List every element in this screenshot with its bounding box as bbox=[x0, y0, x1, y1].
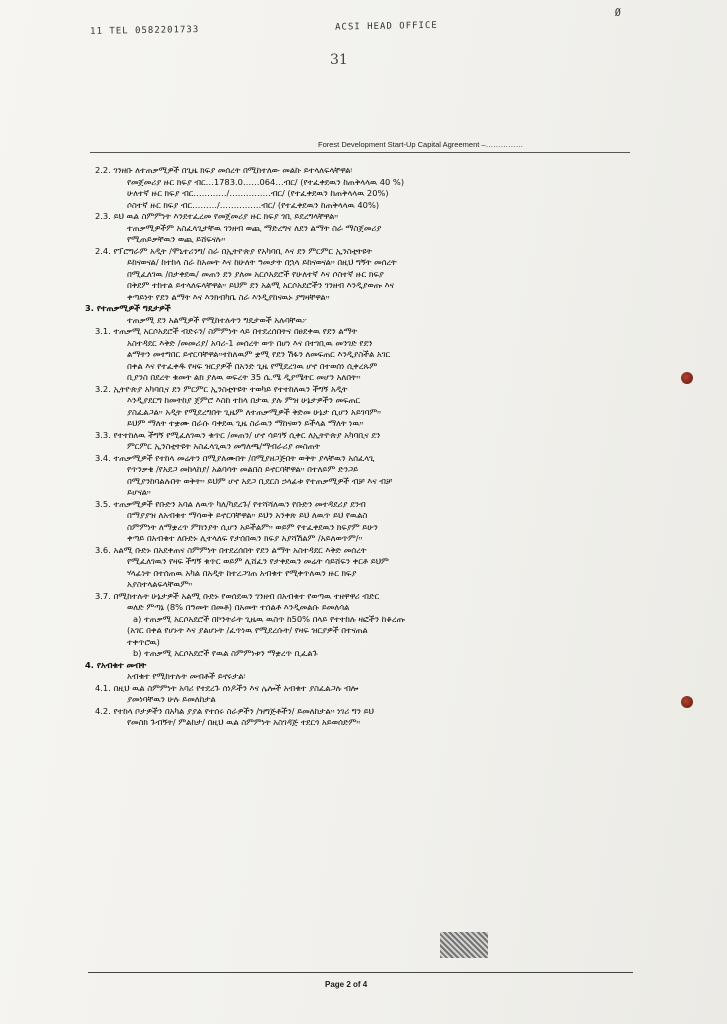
body-line: በማያያዝ ለአብቁተ ማሳወቅ ይኖርባቸዋል። ይህን አንቀጽ ይህ ለዉጥ ይህ የዉልስ bbox=[127, 510, 368, 520]
body-line: 3. የተጠቃሚዎች ግዴታዎች bbox=[85, 303, 171, 313]
body-line: አስተዳደር እቅድ /መመሪያ/ አባሪ-1 መሰረት ወጥ በሆነ እና በተገቢዉ መንገድ የደን bbox=[127, 337, 373, 348]
page-stamp-number: 31 bbox=[330, 52, 348, 68]
body-line: 4.2. የተከላ ቦታዎችን በአካል ያያል የተሰሩ ስራዎችን /ዝግጅቶችን/ ይመለከታል። ነገሪ ግን ይህ bbox=[95, 705, 374, 716]
body-line: a) ተጠቃሚ አርሶአደሮች በኮንትራት ጊዜዉ ዉስጥ ከ50% በላይ የተተከሉ ዛፎችን ከቆረጡ bbox=[133, 613, 405, 624]
body-line: ልማትን መተግበር ይኖርባቸዋል።ተከለዉም ቋሚ የደን ሽፋን ለመፍጠር እንዲያስችል አገር bbox=[127, 349, 391, 359]
body-line: 3.7. በሚከተሉት ሁኔታዎች አልሚ ቡድኑ የወሰደዉን ገንዘብ በአብቁተ የወጣዉ ተዘዋዋሪ ብድር bbox=[95, 590, 380, 601]
body-line: ያስፈልጋል። አዲት የሚደረግበት ጊዜም ለተጠቃሚዎች ቅድመ ሁኔታ ሲሆን አይገባም። bbox=[127, 406, 381, 417]
body-line: ሁለተኛ ዙር ክፍያ ብር…………/……………ብር/ (የተፈቀደዉን ከጠቅላላዉ 20%) bbox=[127, 188, 389, 198]
body-line: በሚፈለገዉ /በታቀደዉ/ መጠን ደን ያለመ አርሶአደሮች የሁለተኛ እና ሶስተኛ ዙር ክፍያ bbox=[127, 268, 384, 279]
document-body bbox=[85, 165, 635, 729]
stamp-icon bbox=[440, 932, 488, 958]
fax-header bbox=[90, 7, 650, 37]
body-line: ተጠቃሚ ደን አልሚዎች የሚከተሉትን ግዴታወች አሉባቸዉ፦ bbox=[127, 314, 308, 325]
body-line: አብቁተ የሚከተሉት መብቶች ይኖሩታል፡ bbox=[127, 671, 246, 681]
footer-divider bbox=[88, 972, 633, 973]
page-number: Page 2 of 4 bbox=[325, 980, 368, 989]
body-line: ቀጣይ በአብቁተ ለቡድኑ ሊተላለፍ የታሰበዉን ክፍያ አያሻሽልም /አይለወጥም/። bbox=[127, 533, 363, 543]
body-line: ይህም ማለት ተቋሙ በራሱ ባቀደዉ ጊዜ ስራዉን ማከናወን ይችላል ማለት ነዉ። bbox=[127, 418, 364, 428]
body-line: የሚጠይቃቸዉን ወጪ ይሸፍናሉ። bbox=[127, 234, 226, 244]
body-line: 2.2. ገንዘቡ ለተጠቃሚዎች በጊዜ ክፍያ መሰረት በሚከተለው መልኩ ይተላለፍላቸዋል፡ bbox=[95, 165, 353, 175]
body-line: 3.2. ኢትዮጵያ አካባቢና ደን ምርምር ኢንስቲትዩት ተወካይ የተተከለዉን ችግኝ አዲት bbox=[95, 383, 348, 394]
document-title: Forest Development Start-Up Capital Agreement –…………… bbox=[318, 140, 524, 149]
body-line: 4.1. በዚህ ዉል ስምምነት አባሪ የተደረጉ ሰነዶችን እና ሌሎች አብቁተ ያስፈልጋሉ ብሎ bbox=[95, 682, 359, 693]
body-line: የሚፈለገዉን የዛፍ ችግኝ ቁጥር ወይም ሊሸፈን የታቀደዉን መሬት ሳይሸፍን ቀርቶ ይህም bbox=[127, 556, 389, 566]
body-line: ስምምነት ለማቋረጥ ምክንያት ሲሆን አይችልም። ወይም የተፈቀደዉን ክፍያም ይሁን bbox=[127, 521, 378, 532]
body-line: የጥንቃቄ /የአደጋ መከላከያ/ አልባሳት መልበስ ይኖርባቸዋል። በተለይም ድንጋይ bbox=[127, 464, 359, 474]
body-line: 4. የአብቁተ መብት bbox=[85, 659, 147, 670]
body-line: ሃላፊነት በተሰጠዉ አካል በአዲት ከተረጋገጠ አብቁተ የሚቀጥለዉን ዙር ክፍያ bbox=[127, 567, 357, 578]
fax-corner-mark: Ø bbox=[614, 7, 623, 19]
body-line: ቢያንስ በደረት ቁመት ልክ ያለዉ ወፍረት 35 ሴ.ሜ ዲያሜትር መሆን አለበት። bbox=[127, 372, 361, 382]
body-line: 3.3. የተተከለዉ ችግኝ የሚፈለገዉን ቁጥር /መጠን/ ሆኖ ሳይገኝ ሲቀር ለኢትዮጵያ አካባቢና ደን bbox=[95, 429, 381, 440]
body-line: ይከናወናል/ ከተከላ ስራ ከአመት እና ከሁለት ዓመታት በኋላ ይከናወናል። በዚህ ግኝት መሰረት bbox=[127, 257, 397, 267]
body-line: b) ተጠቃሚ አርሶአደሮች የዉል ስምምነቱን ማቋረጥ ቢፈልጉ bbox=[133, 648, 318, 658]
body-line: 2.4. የፕሮግራም አዲት /ሞኒተሪንግ/ ስራ በኢትዮጵያ የአካባቢ እና ደን ምርምር ኢንስቲትዩት bbox=[95, 245, 373, 256]
body-line: ይሆናል። bbox=[127, 487, 151, 497]
body-line: ምርምር ኢንስቲትዩት አስፈላጊዉን መግለጫ/ማብራሪያ መስጠት bbox=[127, 441, 321, 451]
body-line: ወለድ ምጣኔ (8% በዓመት በመቶ) በአመት ተሰልቶ እንዲመልሱ ይመለሳል bbox=[127, 602, 350, 612]
body-line: 3.4. ተጠቃሚዎች የተከላ መሬትን በሚያለሙበት /በሚያዘጋጅበት ወቅት ያላቸዉን አሰፈላጊ bbox=[95, 452, 375, 463]
body-line: ያመነባቸዉን ሁሉ ይመለከታል bbox=[127, 694, 216, 704]
punch-hole-icon bbox=[681, 696, 693, 708]
body-line: በቅደም ተከተል ይተላለፍላቸዋል። ይህም ደን አልሚ አርሶአደሮችን ገንዘብ እንዲያወጡ እና bbox=[127, 280, 394, 290]
body-line: በሚያንከባልሉበት ወቅት። ይህም ሆኖ አደጋ ቢደርስ ኃላፊቱ የተጠቃሚዎች ብቻ እና ብቻ bbox=[127, 475, 393, 486]
body-line: 2.3. ይህ ዉል ስምምነት እንደተፈረመ የመጀመሪያ ዙር ክፍያ ገቢ ይደረግላቸዋል። bbox=[95, 211, 339, 221]
body-line: (አገር በቀል የሆኑት እና ያልሆኑት /ፈጥነዉ የሚደረሱት/ የዛፍ ዝርያዎች በተናጠል bbox=[127, 625, 368, 635]
body-line: ተቀጥሮዉ) bbox=[127, 636, 160, 647]
title-divider bbox=[90, 152, 630, 153]
punch-hole-icon bbox=[681, 372, 693, 384]
body-line: እንዲያደርግ ከመትከያ ጀምሮ እስከ ተከላ በታዉ ያሉ ምዝ ሁኔታዎችን መፍጠር bbox=[127, 395, 360, 405]
body-line: 3.6. አልሚ ቡድኑ በአደቀጠና ስምምነት በተደረሰበት የደን ልማት አስተዳደር እቅድ መሰረት bbox=[95, 544, 367, 555]
body-line: ቀጣይነት የደን ልማት እና እንክብካቤ ስራ እንዲያከናዉኑ ያግዛቸዋል። bbox=[127, 291, 330, 302]
body-line: አያስተላልፍላቸዉም። bbox=[127, 579, 193, 589]
fax-office: ACSI HEAD OFFICE bbox=[335, 20, 438, 33]
body-line: ተጠቃሚዎችም አስፈላጊታቸዉ ገንዘብ ወጪ ማድረግና ለደን ልማት ስራ ማስጀመሪያ bbox=[127, 222, 382, 233]
body-line: የመጀመሪያ ዙር ክፍያ ብር…1783.0……064…ብር/ (የተፈቀደዉን ከጠቅላላዉ 40 %) bbox=[127, 176, 405, 187]
body-line: በቀል እና የተፈቀዱ የዛፍ ዝርያዎች በአንድ ጊዜ የሚደረገዉ ሆኖ በተወሰነ ሲቀረጹም bbox=[127, 360, 378, 371]
fax-tel: 11 TEL 0582201733 bbox=[90, 24, 200, 37]
body-line: 3.5. ተጠቃሚዎች የቡድን አባል ለዉጥ ካለ/ካደረጉ/ የተሻሻለዉን የቡድን መተዳደሪያ ደንብ bbox=[95, 498, 366, 509]
body-line: 3.1. ተጠቃሚ አርሶአደሮች ብድሩን/ ስምምነት ላይ በተደረሰበትና በፀደቀዉ የደን ልማት bbox=[95, 326, 358, 336]
body-line: ሶስተኛ ዙር ክፍያ ብር………/……………ብር/ (የተፈቀደዉን ከጠቅላላዉ 40%) bbox=[127, 199, 380, 210]
body-line: የመስክ ጉብኝት/ ምልከታ/ በዚህ ዉል ስምምነት አስገዳጅ ተደርጎ አይወሰድም። bbox=[127, 717, 361, 727]
